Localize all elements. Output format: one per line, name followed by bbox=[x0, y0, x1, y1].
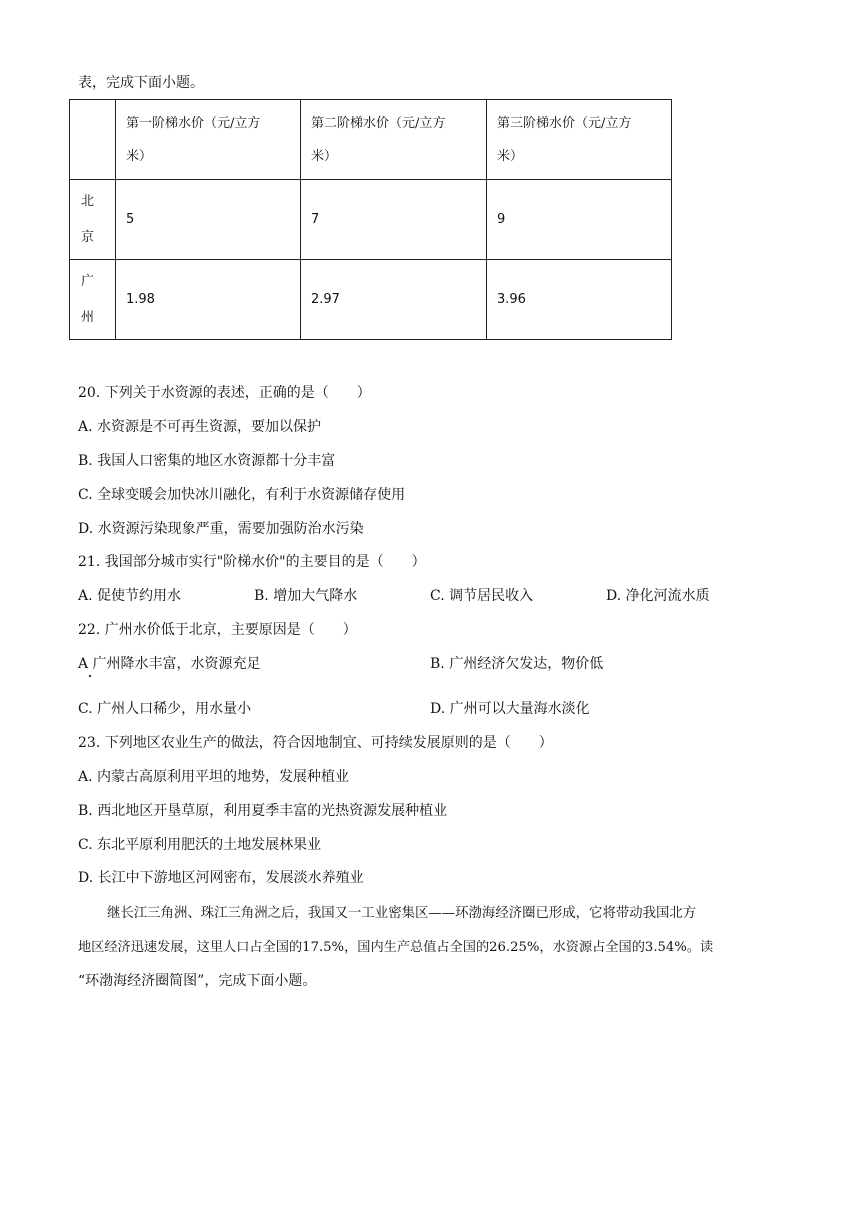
question-23-option-c: C. 东北平原利用肥沃的土地发展林果业 bbox=[78, 837, 322, 853]
header-tier-3: 第三阶梯水价（元/立方 米） bbox=[487, 100, 672, 180]
passage-line-2: 地区经济迅速发展，这里人口占全国的17.5%，国内生产总值占全国的26.25%，水资源占全国的3.54%。读 bbox=[78, 940, 714, 955]
price-cell: 1.98 bbox=[116, 260, 301, 340]
question-20-option-a: A. 水资源是不可再生资源，要加以保护 bbox=[78, 419, 322, 435]
stray-dot bbox=[89, 675, 91, 677]
intro-text: 表，完成下面小题。 bbox=[78, 75, 204, 91]
price-cell: 5 bbox=[116, 180, 301, 260]
table-header-row bbox=[70, 100, 672, 180]
question-22-option-d: D. 广州可以大量海水淡化 bbox=[430, 701, 590, 717]
price-cell: 7 bbox=[301, 180, 487, 260]
city-cell-guangzhou: 广 州 bbox=[70, 260, 116, 340]
question-20-option-b: B. 我国人口密集的地区水资源都十分丰富 bbox=[78, 453, 336, 469]
question-21-stem: 21. 我国部分城市实行"阶梯水价"的主要目的是（ ） bbox=[78, 554, 426, 570]
table-row bbox=[70, 180, 672, 260]
passage-line-1: 继长江三角洲、珠江三角洲之后，我国又一工业密集区——环渤海经济圈已形成，它将带动我国北方 bbox=[107, 906, 697, 921]
table-row bbox=[70, 260, 672, 340]
header-tier-1: 第一阶梯水价（元/立方 米） bbox=[116, 100, 301, 180]
water-price-table bbox=[69, 99, 672, 340]
question-21-option-b: B. 增加大气降水 bbox=[254, 588, 358, 604]
question-23-stem: 23. 下列地区农业生产的做法，符合因地制宜、可持续发展原则的是（ ） bbox=[78, 735, 553, 751]
question-22-stem: 22. 广州水价低于北京，主要原因是（ ） bbox=[78, 622, 357, 638]
header-tier-2: 第二阶梯水价（元/立方 米） bbox=[301, 100, 487, 180]
question-21-option-c: C. 调节居民收入 bbox=[430, 588, 534, 604]
question-23-option-a: A. 内蒙古高原利用平坦的地势，发展种植业 bbox=[78, 769, 350, 785]
question-22-option-b: B. 广州经济欠发达，物价低 bbox=[430, 656, 604, 672]
question-22-option-a: A 广州降水丰富，水资源充足 bbox=[78, 656, 261, 672]
question-21-option-d: D. 净化河流水质 bbox=[606, 588, 710, 604]
question-20-option-c: C. 全球变暖会加快冰川融化，有利于水资源储存使用 bbox=[78, 487, 406, 503]
question-23-option-b: B. 西北地区开垦草原，利用夏季丰富的光热资源发展种植业 bbox=[78, 803, 448, 819]
table-corner-cell bbox=[70, 100, 116, 180]
price-cell: 3.96 bbox=[487, 260, 672, 340]
question-21-option-a: A. 促使节约用水 bbox=[78, 588, 182, 604]
city-cell-beijing: 北 京 bbox=[70, 180, 116, 260]
question-20-stem: 20. 下列关于水资源的表述，正确的是（ ） bbox=[78, 385, 371, 401]
price-cell: 9 bbox=[487, 180, 672, 260]
question-20-option-d: D. 水资源污染现象严重，需要加强防治水污染 bbox=[78, 521, 364, 537]
price-cell: 2.97 bbox=[301, 260, 487, 340]
question-22-option-c: C. 广州人口稀少，用水量小 bbox=[78, 701, 252, 717]
passage-line-3: “环渤海经济圈简图”，完成下面小题。 bbox=[78, 973, 317, 989]
question-23-option-d: D. 长江中下游地区河网密布，发展淡水养殖业 bbox=[78, 870, 364, 886]
